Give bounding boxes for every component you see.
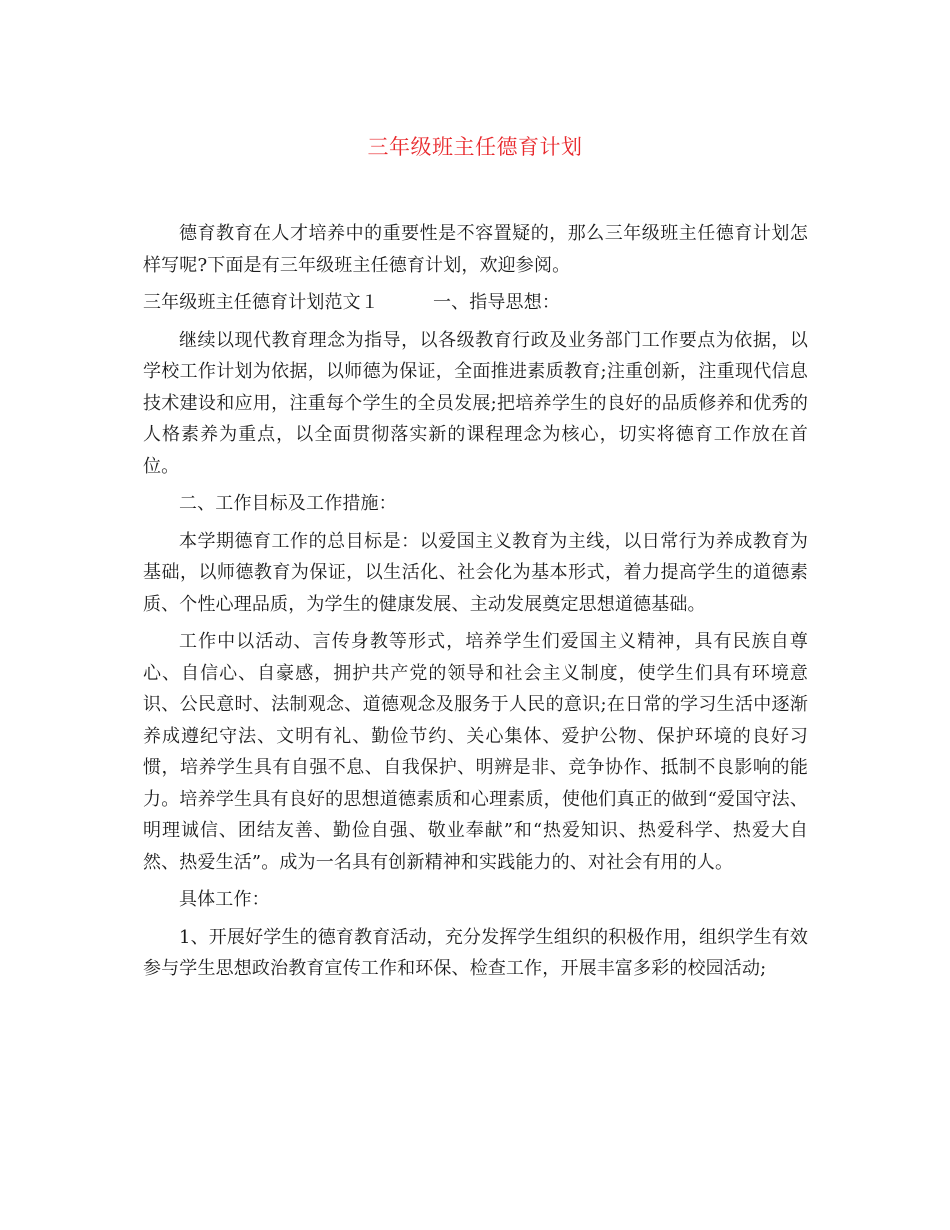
section1-heading: 一、指导思想： <box>432 292 561 313</box>
item-1-paragraph: 1、开展好学生的德育教育活动，充分发挥学生组织的积极作用，组织学生有效参与学生思想政治教育宣传工作和环保、检查工作，开展丰富多彩的校园活动; <box>143 926 808 979</box>
section1-paragraph: 继续以现代教育理念为指导，以各级教育行政及业务部门工作要点为依据，以学校工作计划为依据，以师德为保证，全面推进素质教育;注重创新，注重现代信息技术建设和应用，注重每个学生的全员发展;把培养学生的良好的品质修养和优秀的人格素养为重点，以全面贯彻落实新的课程理念为核心，切实将德育工作放在首位。 <box>143 329 808 477</box>
intro-paragraph: 德育教育在人才培养中的重要性是不容置疑的，那么三年级班主任德育计划怎样写呢?下面是有三年级班主任德育计划，欢迎参阅。 <box>143 223 808 276</box>
document-body <box>143 218 808 985</box>
specific-work-heading: 具体工作： <box>179 889 270 910</box>
heading-spacer <box>379 287 433 319</box>
sample-heading: 三年级班主任德育计划范文１ <box>143 292 379 313</box>
document-title: 三年级班主任德育计划 <box>367 135 583 159</box>
sample-heading-line <box>143 287 808 319</box>
section2-work-paragraph: 工作中以活动、言传身教等形式，培养学生们爱国主义精神，具有民族自尊心、自信心、自豪感，拥护共产党的领导和社会主义制度，使学生们具有环境意识、公民意时、法制观念、道德观念及服务于人民的意识;在日常的学习生活中逐渐养成遵纪守法、文明有礼、勤俭节约、关心集体、爱护公物、保护环境的良好习惯，培养学生具有自强不息、自我保护、明辨是非、竞争协作、抵制不良影响的能力。培养学生具有良好的思想道德素质和心理素质，使他们真正的做到“爱国守法、明理诚信、团结友善、勤俭自强、敬业奉献”和“热爱知识、热爱科学、热爱大自然、热爱生活”。成为一名具有创新精神和实践能力的、对社会有用的人。 <box>143 631 808 873</box>
section2-heading: 二、工作目标及工作措施： <box>179 493 397 514</box>
section2-goal-paragraph: 本学期德育工作的总目标是：以爱国主义教育为主线，以日常行为养成教育为基础，以师德教育为保证，以生活化、社会化为基本形式，着力提高学生的道德素质、个性心理品质，为学生的健康发展、主动发展奠定思想道德基础。 <box>143 530 808 615</box>
